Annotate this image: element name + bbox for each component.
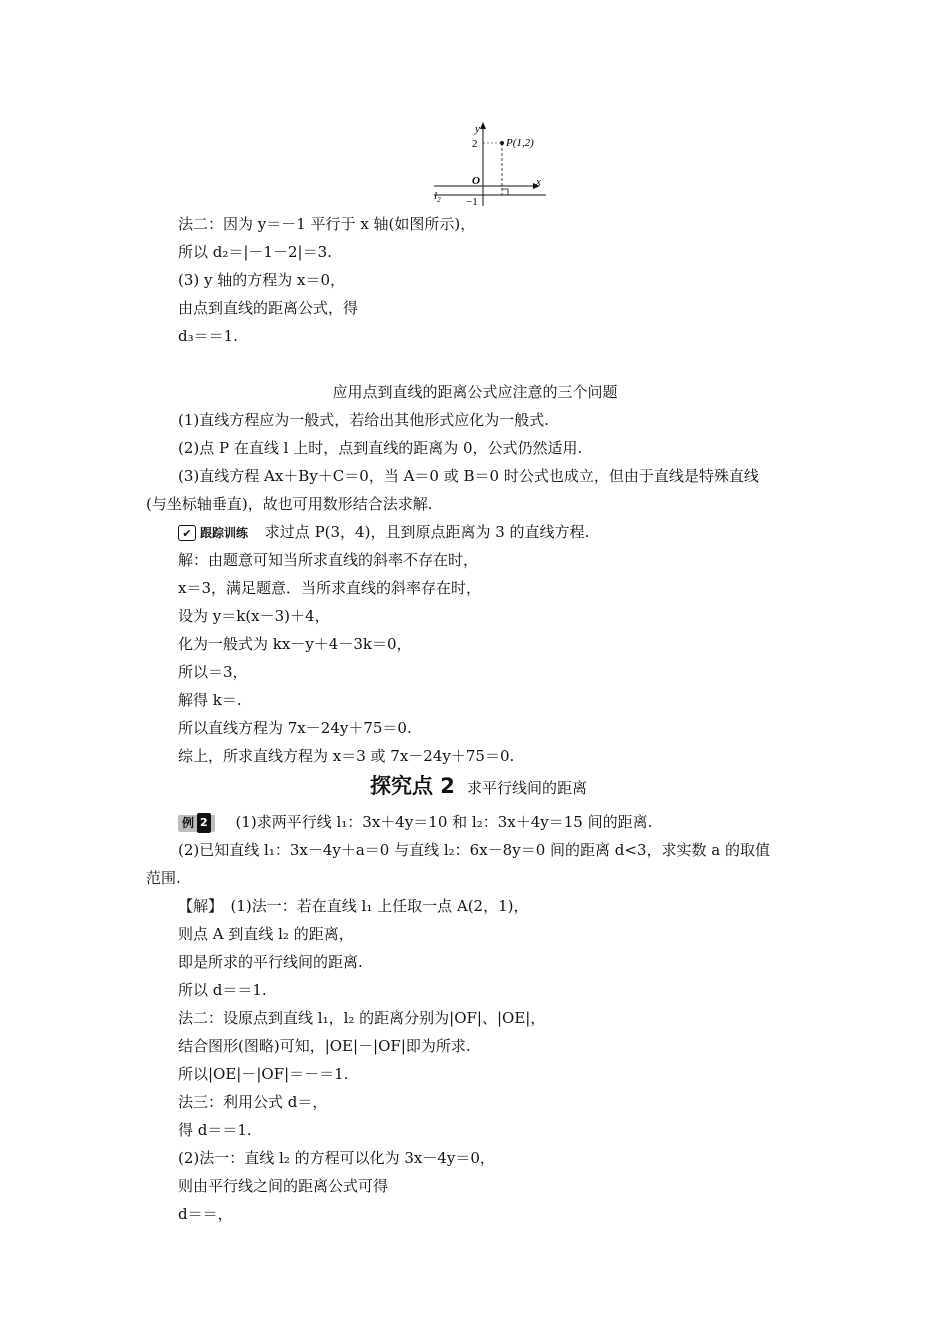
section-title: 探究点 2 xyxy=(370,774,455,798)
answer-line: d＝＝， xyxy=(178,1205,233,1223)
solution-line: x＝3，满足题意．当所求直线的斜率存在时， xyxy=(178,579,482,597)
tick-label-neg1: −1 xyxy=(466,196,478,208)
example-text: (2)已知直线 l₁：3x－4y＋a＝0 与直线 l₂：6x－8y＝0 间的距离 d<3，求实数 a 的取值 xyxy=(178,841,770,859)
y-axis-arrow xyxy=(480,122,486,129)
line-l2-label: $l_2$ xyxy=(434,190,441,204)
point-p-label: P(1,2) xyxy=(506,137,534,149)
answer-line: 法二：设原点到直线 l₁，l₂ 的距离分别为|OF|、|OE|， xyxy=(178,1009,546,1027)
check-icon: ✔ xyxy=(178,525,196,541)
text-line: d₃＝＝1. xyxy=(178,327,238,345)
example-text-cont: 范围. xyxy=(146,869,181,887)
note-item: (3)直线方程 Ax＋By＋C＝0，当 A＝0 或 B＝0 时公式也成立，但由于直线是特殊直线 xyxy=(178,467,759,485)
solution-line: 化为一般式为 kx－y＋4－3k＝0， xyxy=(178,635,412,653)
coordinate-graph xyxy=(430,118,560,210)
example-label: 例 xyxy=(182,816,195,830)
example-question xyxy=(178,812,652,832)
track-training-badge xyxy=(178,525,248,542)
example-badge xyxy=(178,815,215,832)
solution-line: 所以直线方程为 7x－24y＋75＝0. xyxy=(178,719,412,737)
origin-label: O xyxy=(472,175,480,187)
text-line: 所以 d₂＝|－1－2|＝3. xyxy=(178,243,332,261)
answer-line: 得 d＝＝1. xyxy=(178,1121,252,1139)
solution-line: 所以＝3， xyxy=(178,663,248,681)
note-item: (2)点 P 在直线 l 上时，点到直线的距离为 0，公式仍然适用. xyxy=(178,439,583,457)
answer-line: 所以|OE|－|OF|＝－＝1. xyxy=(178,1065,349,1083)
answer-line: (2)法一：直线 l₂ 的方程可以化为 3x－4y＝0， xyxy=(178,1149,495,1167)
y-axis-label: y xyxy=(475,123,480,135)
answer-line: 【解】 (1)法一：若在直线 l₁ 上任取一点 A(2，1)， xyxy=(178,897,529,915)
point-p xyxy=(500,141,504,145)
answer-line: 所以 d＝＝1. xyxy=(178,981,267,999)
section-subtitle: 求平行线间的距离 xyxy=(466,779,587,797)
x-axis-label: x xyxy=(536,176,541,188)
solution-line: 解得 k＝. xyxy=(178,691,242,709)
example-number: 2 xyxy=(197,813,211,833)
right-angle-mark xyxy=(502,189,508,195)
answer-line: 法三：利用公式 d＝， xyxy=(178,1093,328,1111)
track-question xyxy=(178,522,589,542)
text-line: (3) y 轴的方程为 x＝0， xyxy=(178,271,346,289)
tick-label-2: 2 xyxy=(472,138,478,150)
text-line: 法二：因为 y＝－1 平行于 x 轴(如图所示)， xyxy=(178,215,476,233)
note-item-cont: (与坐标轴垂直)，故也可用数形结合法求解. xyxy=(146,495,433,513)
note-item: (1)直线方程应为一般式，若给出其他形式应化为一般式. xyxy=(178,411,550,429)
note-title: 应用点到直线的距离公式应注意的三个问题 xyxy=(332,383,618,401)
answer-line: 则由平行线之间的距离公式可得 xyxy=(178,1177,389,1195)
track-label: 跟踪训练 xyxy=(200,526,249,540)
answer-line: 结合图形(图略)可知，|OE|－|OF|即为所求. xyxy=(178,1037,471,1055)
answer-line: 即是所求的平行线间的距离. xyxy=(178,953,363,971)
text-line: 由点到直线的距离公式，得 xyxy=(178,299,359,317)
track-question-text: 求过点 P(3，4)，且到原点距离为 3 的直线方程. xyxy=(264,523,590,541)
solution-line: 设为 y＝k(x－3)＋4， xyxy=(178,607,330,625)
solution-line: 综上，所求直线方程为 x＝3 或 7x－24y＋75＝0. xyxy=(178,747,515,765)
section-heading xyxy=(370,770,587,800)
solution-line: 解：由题意可知当所求直线的斜率不存在时， xyxy=(178,551,479,569)
example-text: (1)求两平行线 l₁：3x＋4y＝10 和 l₂：3x＋4y＝15 间的距离. xyxy=(235,813,653,831)
coordinate-figure xyxy=(430,118,560,210)
answer-line: 则点 A 到直线 l₂ 的距离， xyxy=(178,925,354,943)
